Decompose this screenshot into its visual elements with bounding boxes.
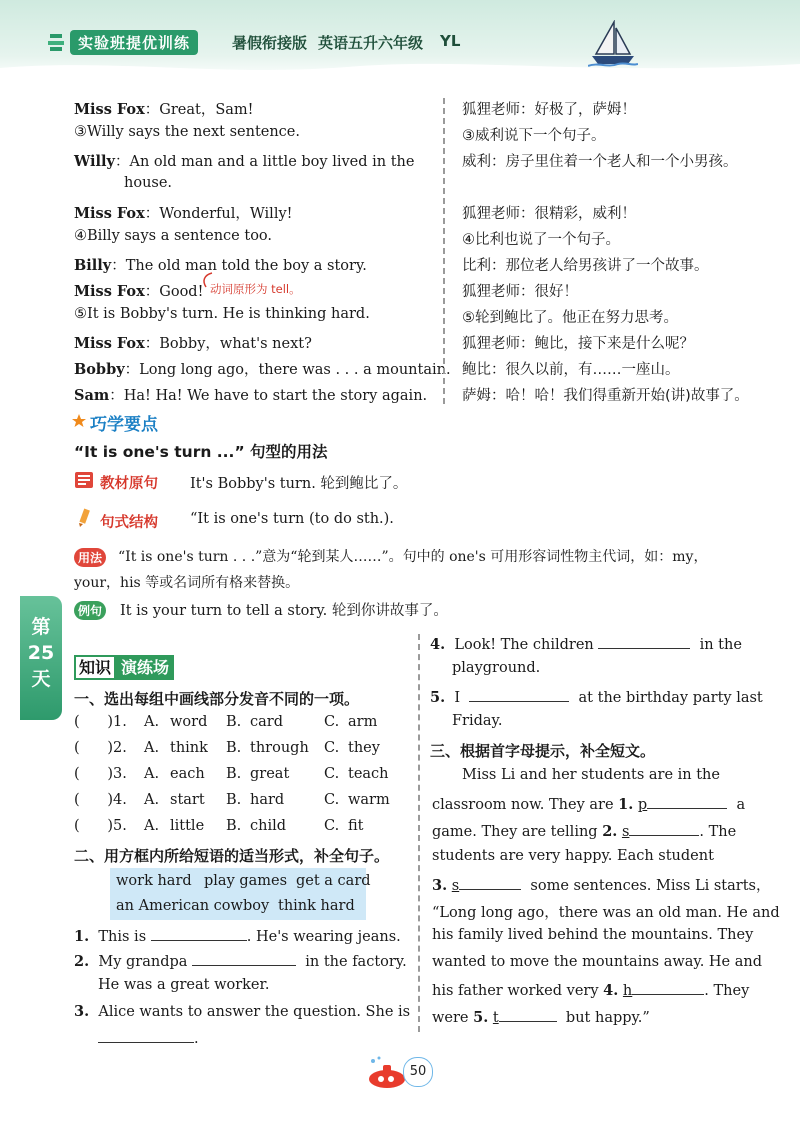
dialogue-line: Miss Fox：Bobby，what's next?	[74, 335, 312, 352]
passage-line: game. They are telling 2. s . The	[432, 823, 737, 840]
translation-line: 萨姆：哈！哈！我们得重新开始(讲)故事了。	[462, 388, 749, 404]
dialogue-line: house.	[124, 175, 173, 191]
answer-blank[interactable]	[151, 926, 247, 941]
phonics-question: ( )5. A. little B. child C. fit	[74, 818, 364, 834]
source-sentence-label: 教材原句	[100, 476, 158, 492]
dialogue-line: Miss Fox：Great，Sam!	[74, 101, 254, 118]
practice-title	[74, 655, 174, 678]
passage-line: wanted to move the mountains away. He and	[432, 954, 763, 970]
translation-line: ⑤轮到鲍比了。他正在努力思考。	[462, 310, 678, 326]
series-logo-icon	[48, 32, 66, 52]
fill-question-1: 1. This is . He's wearing jeans.	[74, 928, 401, 945]
answer-blank[interactable]	[459, 875, 521, 890]
phrase-option: think hard	[278, 898, 355, 914]
page-header	[0, 0, 800, 80]
dialogue-line: Billy：The old man told the boy a story.	[74, 257, 367, 274]
subject-label: 英语五升六年级	[318, 34, 424, 52]
phrase-option: work hard	[116, 873, 192, 889]
fill-question-3: 3. Alice wants to answer the question. She is	[74, 1003, 411, 1020]
dialogue-line: Sam：Ha! Ha! We have to start the story again.	[74, 387, 428, 404]
practice-title-part: 演练场	[116, 655, 174, 680]
structure-text: “It is one's turn (to do sth.).	[190, 511, 394, 527]
phrase-option: get a card	[296, 873, 371, 889]
answer-blank[interactable]	[632, 980, 704, 995]
version-label: YL	[440, 32, 461, 50]
header-wave-decoration	[0, 58, 800, 80]
fill-question-5: 5. I at the birthday party last	[430, 689, 763, 706]
pencil-icon	[74, 508, 94, 528]
phonics-question: ( )1. A. word B. card C. arm	[74, 714, 378, 730]
dialogue-line: Miss Fox：Good!	[74, 283, 204, 300]
example-badge: 例句	[74, 601, 106, 620]
fill-question-3-cont: .	[98, 1028, 199, 1047]
translation-line: 狐狸老师：好极了，萨姆！	[462, 102, 636, 118]
usage-text-line1: “It is one's turn . . .”意为“轮到某人……”。句中的 one's 可用形容词性物主代词，如：my，	[118, 549, 708, 565]
phonics-question: ( )3. A. each B. great C. teach	[74, 766, 389, 782]
section-3-heading: 三、根据首字母提示，补全短文。	[430, 742, 656, 760]
passage-line: students are very happy. Each student	[432, 848, 714, 864]
translation-line: ④比利也说了一个句子。	[462, 232, 620, 248]
translation-line: 狐狸老师：鲍比，接下来是什么呢？	[462, 336, 694, 352]
translation-line: 狐狸老师：很精彩，威利！	[462, 206, 636, 222]
tips-subtitle: “It is one's turn ...” 句型的用法	[74, 443, 328, 461]
translation-line: 狐狸老师：很好！	[462, 284, 578, 300]
source-sentence-text: It's Bobby's turn. 轮到鲍比了。	[190, 476, 408, 492]
tips-title: 巧学要点	[90, 415, 158, 435]
answer-blank[interactable]	[598, 634, 690, 649]
section-1-heading: 一、选出每组中画线部分发音不同的一项。	[74, 690, 360, 708]
passage-line: “Long long ago，there was an old man. He and	[432, 905, 780, 921]
passage-line: 3. s some sentences. Miss Li starts，	[432, 877, 771, 894]
dialogue-line: ④Billy says a sentence too.	[74, 228, 273, 244]
passage-line: classroom now. They are 1. p a	[432, 796, 746, 813]
passage-line: were 5. t but happy.”	[432, 1009, 650, 1026]
practice-title-part: 知识	[74, 655, 116, 680]
passage-line: his family lived behind the mountains. They	[432, 927, 754, 943]
star-icon	[72, 414, 86, 428]
dialogue-line: ⑤It is Bobby's turn. He is thinking hard.	[74, 306, 370, 322]
dialogue-line: Willy：An old man and a little boy lived in the	[74, 153, 415, 170]
day-tab	[20, 596, 62, 720]
translation-line: 鲍比：很久以前，有……一座山。	[462, 362, 680, 378]
fill-question-4: 4. Look! The children in the	[430, 636, 742, 653]
phrase-option: play games	[204, 873, 288, 889]
column-divider	[418, 634, 420, 1032]
fill-question-2: 2. My grandpa in the factory.	[74, 953, 407, 970]
structure-label: 句式结构	[100, 515, 158, 531]
passage-line: Miss Li and her students are in the	[462, 767, 720, 783]
usage-text-line2: your，his 等或名词所有格来替换。	[74, 575, 300, 591]
textbook-icon	[74, 470, 94, 490]
day-tab-label: 第	[31, 616, 51, 638]
page-number: 50	[403, 1057, 433, 1087]
passage-line: his father worked very 4. h . They	[432, 982, 750, 999]
answer-blank[interactable]	[98, 1028, 194, 1043]
translation-line: ③威利说下一个句子。	[462, 128, 606, 144]
dialogue-line: ③Willy says the next sentence.	[74, 124, 300, 140]
answer-blank[interactable]	[192, 951, 296, 966]
phonics-question: ( )2. A. think B. through C. they	[74, 740, 380, 756]
translation-line: 威利：房子里住着一个老人和一个小男孩。	[462, 154, 738, 170]
grammar-note: 动词原形为 tell。	[210, 282, 301, 296]
edition-label: 暑假衔接版	[232, 34, 308, 52]
answer-blank[interactable]	[629, 821, 699, 836]
section-2-heading: 二、用方框内所给短语的适当形式，补全句子。	[74, 847, 390, 865]
answer-blank[interactable]	[469, 687, 569, 702]
fill-question-4-cont: playground.	[452, 660, 541, 676]
phrase-option: an American cowboy	[116, 898, 270, 914]
boat-icon	[588, 20, 638, 68]
column-divider	[443, 98, 445, 404]
day-tab-label: 天	[31, 668, 51, 690]
usage-badge: 用法	[74, 548, 106, 567]
example-text: It is your turn to tell a story. 轮到你讲故事了。	[120, 603, 448, 619]
translation-line: 比利：那位老人给男孩讲了一个故事。	[462, 258, 709, 274]
answer-blank[interactable]	[647, 794, 727, 809]
answer-blank[interactable]	[499, 1007, 557, 1022]
phrase-box	[110, 868, 371, 920]
series-title: 实验班提优训练	[70, 30, 198, 55]
dialogue-line: Miss Fox：Wonderful，Willy!	[74, 205, 293, 222]
day-tab-number: 25	[27, 642, 55, 664]
phonics-question: ( )4. A. start B. hard C. warm	[74, 792, 390, 808]
fill-question-2-cont: He was a great worker.	[98, 977, 270, 993]
dialogue-line: Bobby：Long long ago，there was . . . a mountain.	[74, 361, 451, 378]
fill-question-5-cont: Friday.	[452, 713, 503, 729]
